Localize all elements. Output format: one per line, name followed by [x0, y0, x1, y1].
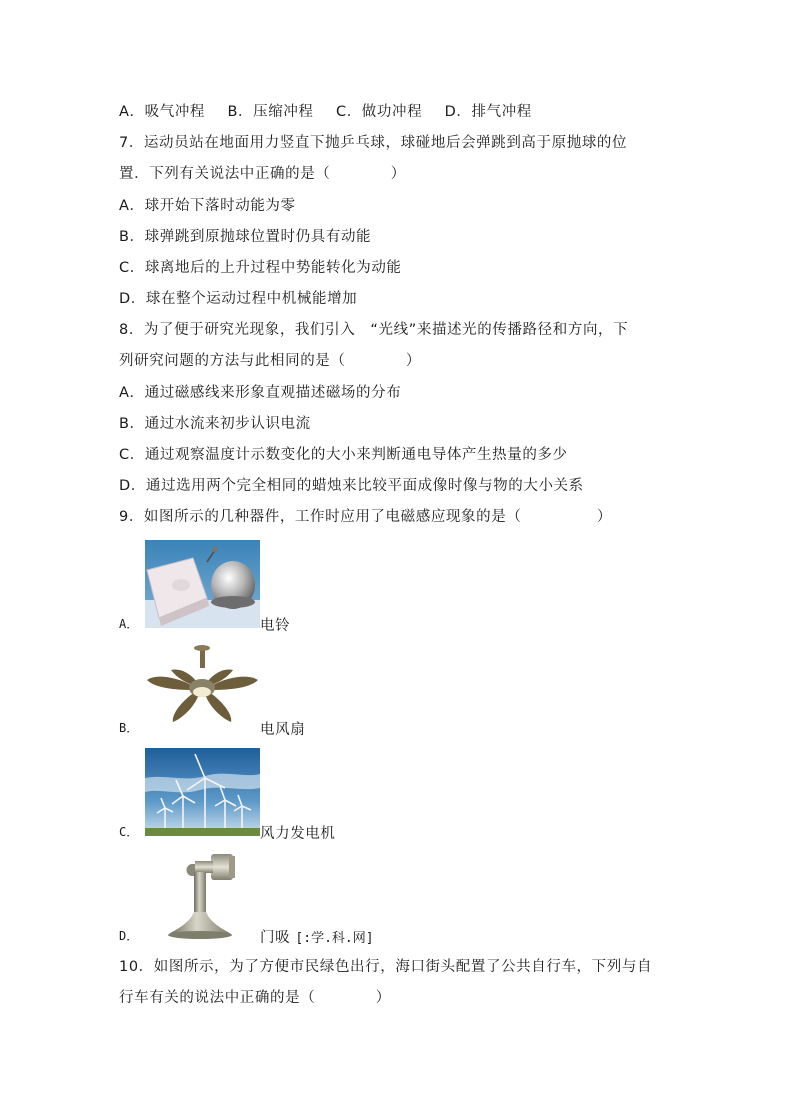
ceiling-fan-image	[145, 644, 260, 732]
q9-option-a-caption: 电铃	[260, 618, 291, 634]
q8-stem-line1: 8．为了便于研究光现象，我们引入 “光线”来描述光的传播路径和方向，下	[119, 322, 629, 338]
q9-option-a-letter: A．	[119, 617, 139, 631]
q8-option-b: B．通过水流来初步认识电流	[119, 416, 311, 432]
q9-option-d-letter: D．	[119, 929, 139, 943]
q6-option-d: D．排气冲程	[444, 104, 532, 120]
q6-option-b: B．压缩冲程	[227, 104, 314, 120]
q10-stem-line1: 10．如图所示，为了方便市民绿色出行，海口街头配置了公共自行车，下列与自	[119, 959, 653, 975]
q7-stem-line2: 置．下列有关说法中正确的是（ ）	[119, 166, 406, 182]
q6-option-a: A．吸气冲程	[119, 104, 206, 120]
q9-option-b-caption: 电风扇	[260, 722, 306, 738]
q9-option-d-caption-text: 门吸	[260, 930, 291, 946]
q7-stem-line1: 7．运动员站在地面用力竖直下抛乒乓球，球碰地后会弹跳到高于原抛球的位	[119, 135, 628, 151]
q7-option-d: D．球在整个运动过程中机械能增加	[119, 291, 358, 307]
q6-option-c: C．做功冲程	[335, 104, 423, 120]
q8-option-d: D．通过选用两个完全相同的蜡烛来比较平面成像时像与物的大小关系	[119, 478, 584, 494]
electric-bell-image	[145, 540, 260, 628]
q8-option-a: A．通过磁感线来形象直观描述磁场的分布	[119, 385, 402, 401]
q9-option-d-caption	[260, 926, 374, 947]
q10-stem-line2: 行车有关的说法中正确的是（ ）	[119, 990, 391, 1006]
q9-option-d-source-note: [:学.科.网]	[295, 931, 374, 946]
q9-option-c-letter: C．	[119, 825, 139, 839]
q7-option-a: A．球开始下落时动能为零	[119, 198, 296, 214]
q7-option-c: C．球离地后的上升过程中势能转化为动能	[119, 260, 402, 276]
q6-options-row	[119, 102, 532, 122]
q9-option-b-letter: B．	[119, 721, 139, 735]
q9-option-c-caption: 风力发电机	[260, 826, 336, 842]
q8-stem-line2: 列研究问题的方法与此相同的是（ ）	[119, 353, 421, 369]
q9-stem: 9．如图所示的几种器件，工作时应用了电磁感应现象的是（ ）	[119, 509, 613, 525]
door-stopper-image	[145, 852, 260, 940]
wind-turbines-image	[145, 748, 260, 836]
q7-option-b: B．球弹跳到原抛球位置时仍具有动能	[119, 229, 372, 245]
q8-option-c: C．通过观察温度计示数变化的大小来判断通电导体产生热量的多少	[119, 447, 568, 463]
